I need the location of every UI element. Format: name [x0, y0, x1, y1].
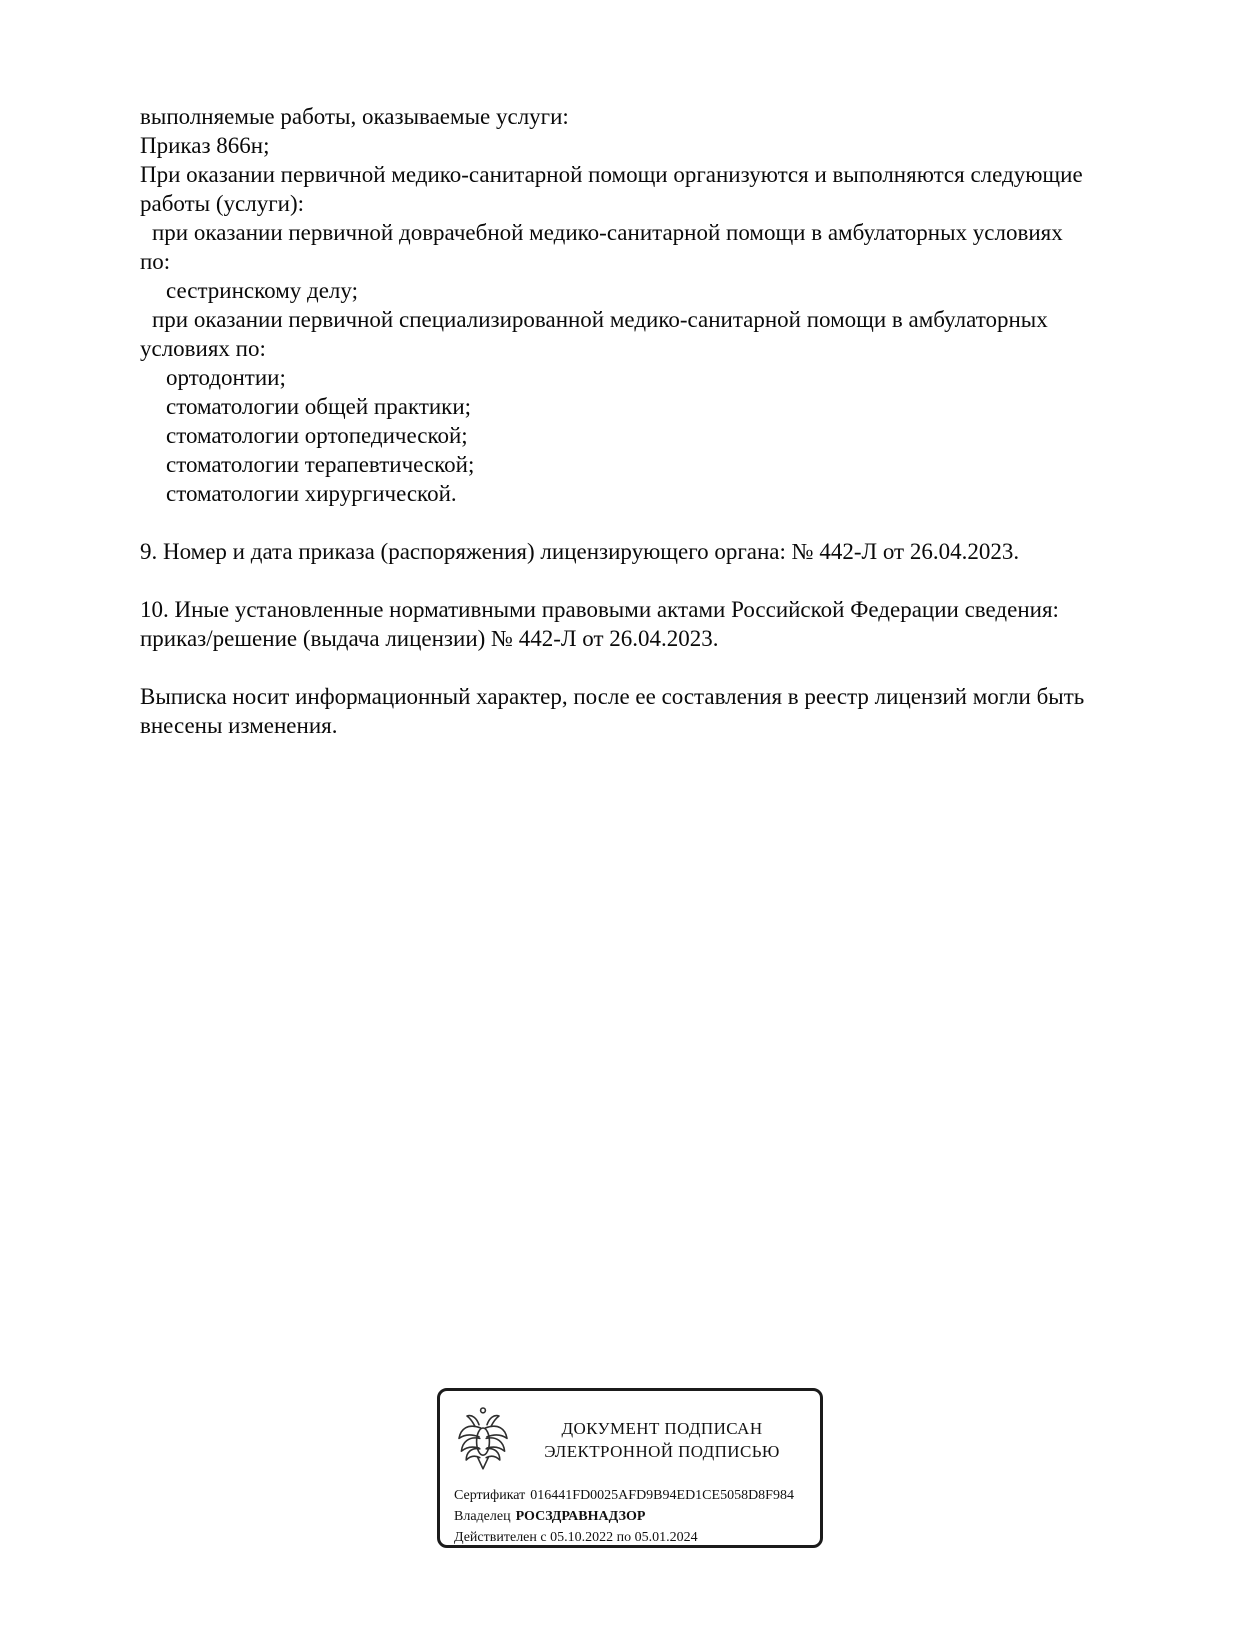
russian-coat-of-arms-icon: [454, 1400, 512, 1480]
document-text-line: при оказании первичной специализированной медико-санитарной помощи в амбулаторных: [152, 307, 1048, 332]
document-text-line: стоматологии терапевтической;: [166, 452, 475, 477]
stamp-title-line1: ДОКУМЕНТ ПОДПИСАН: [561, 1419, 763, 1438]
certificate-line: [454, 1485, 806, 1506]
document-text-line: при оказании первичной доврачебной медико-санитарной помощи в амбулаторных условиях: [152, 220, 1063, 245]
owner-line: [454, 1506, 806, 1527]
electronic-signature-stamp: [437, 1388, 823, 1548]
stamp-header: [454, 1397, 806, 1483]
document-text-line: сестринскому делу;: [166, 278, 358, 303]
document-text-line: При оказании первичной медико-санитарной помощи организуются и выполняются следующие: [140, 162, 1083, 187]
blank-line: [140, 508, 1110, 537]
document-text-line: условиях по:: [140, 336, 266, 361]
document-body: [140, 102, 1110, 740]
document-text-line: ортодонтии;: [166, 365, 286, 390]
document-text-line: 9. Номер и дата приказа (распоряжения) лицензирующего органа: № 442-Л от 26.04.2023.: [140, 539, 1020, 564]
document-text-line: стоматологии общей практики;: [166, 394, 472, 419]
blank-line: [140, 566, 1110, 595]
document-text-line: внесены изменения.: [140, 713, 338, 738]
document-text-line: выполняемые работы, оказываемые услуги:: [140, 104, 569, 129]
certificate-label: Сертификат: [454, 1488, 526, 1503]
document-text-line: приказ/решение (выдача лицензии) № 442-Л от 26.04.2023.: [140, 626, 719, 651]
stamp-details: [454, 1485, 806, 1548]
validity-line: Действителен с 05.10.2022 по 05.01.2024: [454, 1530, 698, 1545]
certificate-value: 016441FD0025AFD9B94ED1CE5058D8F984: [530, 1488, 794, 1503]
document-text-line: по:: [140, 249, 171, 274]
owner-value: РОСЗДРАВНАДЗОР: [515, 1509, 646, 1524]
stamp-title-line2: ЭЛЕКТРОННОЙ ПОДПИСЬЮ: [544, 1442, 780, 1461]
owner-label: Владелец: [454, 1509, 511, 1524]
blank-line: [140, 653, 1110, 682]
document-text-line: стоматологии ортопедической;: [166, 423, 468, 448]
document-text-line: 10. Иные установленные нормативными правовыми актами Российской Федерации сведения:: [140, 597, 1059, 622]
stamp-title: [518, 1417, 806, 1463]
document-text-line: Выписка носит информационный характер, после ее составления в реестр лицензий могли быть: [140, 684, 1085, 709]
document-text-line: стоматологии хирургической.: [166, 481, 457, 506]
document-text-line: работы (услуги):: [140, 191, 304, 216]
document-text-line: Приказ 866н;: [140, 133, 270, 158]
